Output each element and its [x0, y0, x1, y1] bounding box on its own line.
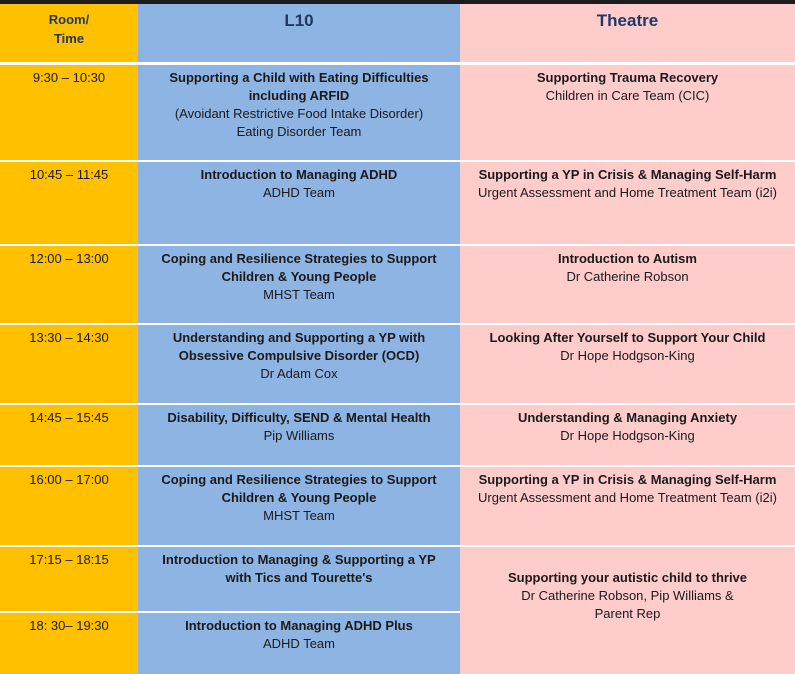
session-cell — [138, 405, 460, 465]
session-cell — [138, 467, 460, 545]
session-cell — [138, 246, 460, 323]
session-cell — [138, 547, 460, 611]
header-l10-cell — [138, 4, 460, 62]
session-presenter: Dr Adam Cox — [260, 366, 338, 381]
session-presenter: MHST Team — [263, 508, 335, 523]
session-title: Supporting a YP in Crisis & Managing Self-Harm — [478, 472, 777, 487]
session-cell — [138, 325, 460, 403]
time-label: 16:00 – 17:00 — [29, 472, 109, 487]
session-cell — [460, 246, 795, 323]
session-title: Supporting a YP in Crisis & Managing Self-Harm — [478, 167, 777, 182]
session-detail: (Avoidant Restrictive Food Intake Disorder) — [174, 106, 424, 121]
session-cell — [138, 613, 460, 674]
session-presenter: Dr Catherine Robson — [566, 269, 689, 284]
session-title: Understanding and Supporting a YP with Obsessive Compulsive Disorder (OCD) — [172, 330, 426, 363]
session-cell — [460, 325, 795, 403]
time-label: 17:15 – 18:15 — [29, 552, 109, 567]
session-title: Coping and Resilience Strategies to Support Children & Young People — [161, 251, 437, 284]
time-label: 14:45 – 15:45 — [29, 410, 109, 425]
session-title: Looking After Yourself to Support Your Child — [489, 330, 766, 345]
session-cell — [138, 162, 460, 244]
time-label: 13:30 – 14:30 — [29, 330, 109, 345]
time-cell — [0, 467, 138, 545]
time-cell — [0, 613, 138, 674]
session-presenter: Urgent Assessment and Home Treatment Team (i2i) — [478, 490, 777, 505]
session-presenter: Pip Williams — [263, 428, 335, 443]
session-cell — [138, 65, 460, 160]
session-title: Introduction to Managing ADHD — [200, 167, 398, 182]
header-theatre-label: Theatre — [596, 11, 659, 30]
time-cell — [0, 246, 138, 323]
session-presenter: ADHD Team — [262, 185, 335, 200]
merged-session-cell — [460, 547, 795, 674]
session-presenter: Dr Hope Hodgson-King — [560, 348, 695, 363]
session-cell — [460, 405, 795, 465]
time-label: 10:45 – 11:45 — [29, 167, 109, 182]
time-cell — [0, 547, 138, 611]
session-title: Introduction to Autism — [558, 251, 697, 266]
session-presenter: Children in Care Team (CIC) — [545, 88, 710, 103]
time-label: 12:00 – 13:00 — [29, 251, 109, 266]
session-title: Introduction to Managing & Supporting a YP with Tics and Tourette's — [162, 552, 436, 585]
session-presenter: Dr Hope Hodgson-King — [560, 428, 695, 443]
session-presenter: ADHD Team — [262, 636, 335, 651]
session-presenter: Parent Rep — [594, 606, 661, 621]
header-time-label: Room/ Time — [48, 12, 90, 46]
session-title: Disability, Difficulty, SEND & Mental Health — [167, 410, 431, 425]
time-label: 18: 30– 19:30 — [29, 618, 109, 633]
time-cell — [0, 325, 138, 403]
session-title: Introduction to Managing ADHD Plus — [185, 618, 413, 633]
session-presenter: Eating Disorder Team — [236, 124, 362, 139]
session-presenter: Dr Catherine Robson, Pip Williams & — [521, 588, 734, 603]
header-time-cell — [0, 4, 138, 62]
session-title: Supporting a Child with Eating Difficulties including ARFID — [169, 70, 429, 103]
session-title: Coping and Resilience Strategies to Support Children & Young People — [161, 472, 437, 505]
time-label: 9:30 – 10:30 — [32, 70, 106, 85]
session-title: Supporting Trauma Recovery — [536, 70, 719, 85]
session-presenter: MHST Team — [263, 287, 335, 302]
session-presenter: Urgent Assessment and Home Treatment Team (i2i) — [478, 185, 777, 200]
time-cell — [0, 65, 138, 160]
session-cell — [460, 162, 795, 244]
time-cell — [0, 162, 138, 244]
session-title: Supporting your autistic child to thrive — [507, 570, 748, 585]
session-cell — [460, 467, 795, 545]
time-cell — [0, 405, 138, 465]
session-cell — [460, 65, 795, 160]
header-theatre-cell — [460, 4, 795, 62]
header-l10-label: L10 — [284, 11, 314, 30]
session-title: Understanding & Managing Anxiety — [517, 410, 738, 425]
